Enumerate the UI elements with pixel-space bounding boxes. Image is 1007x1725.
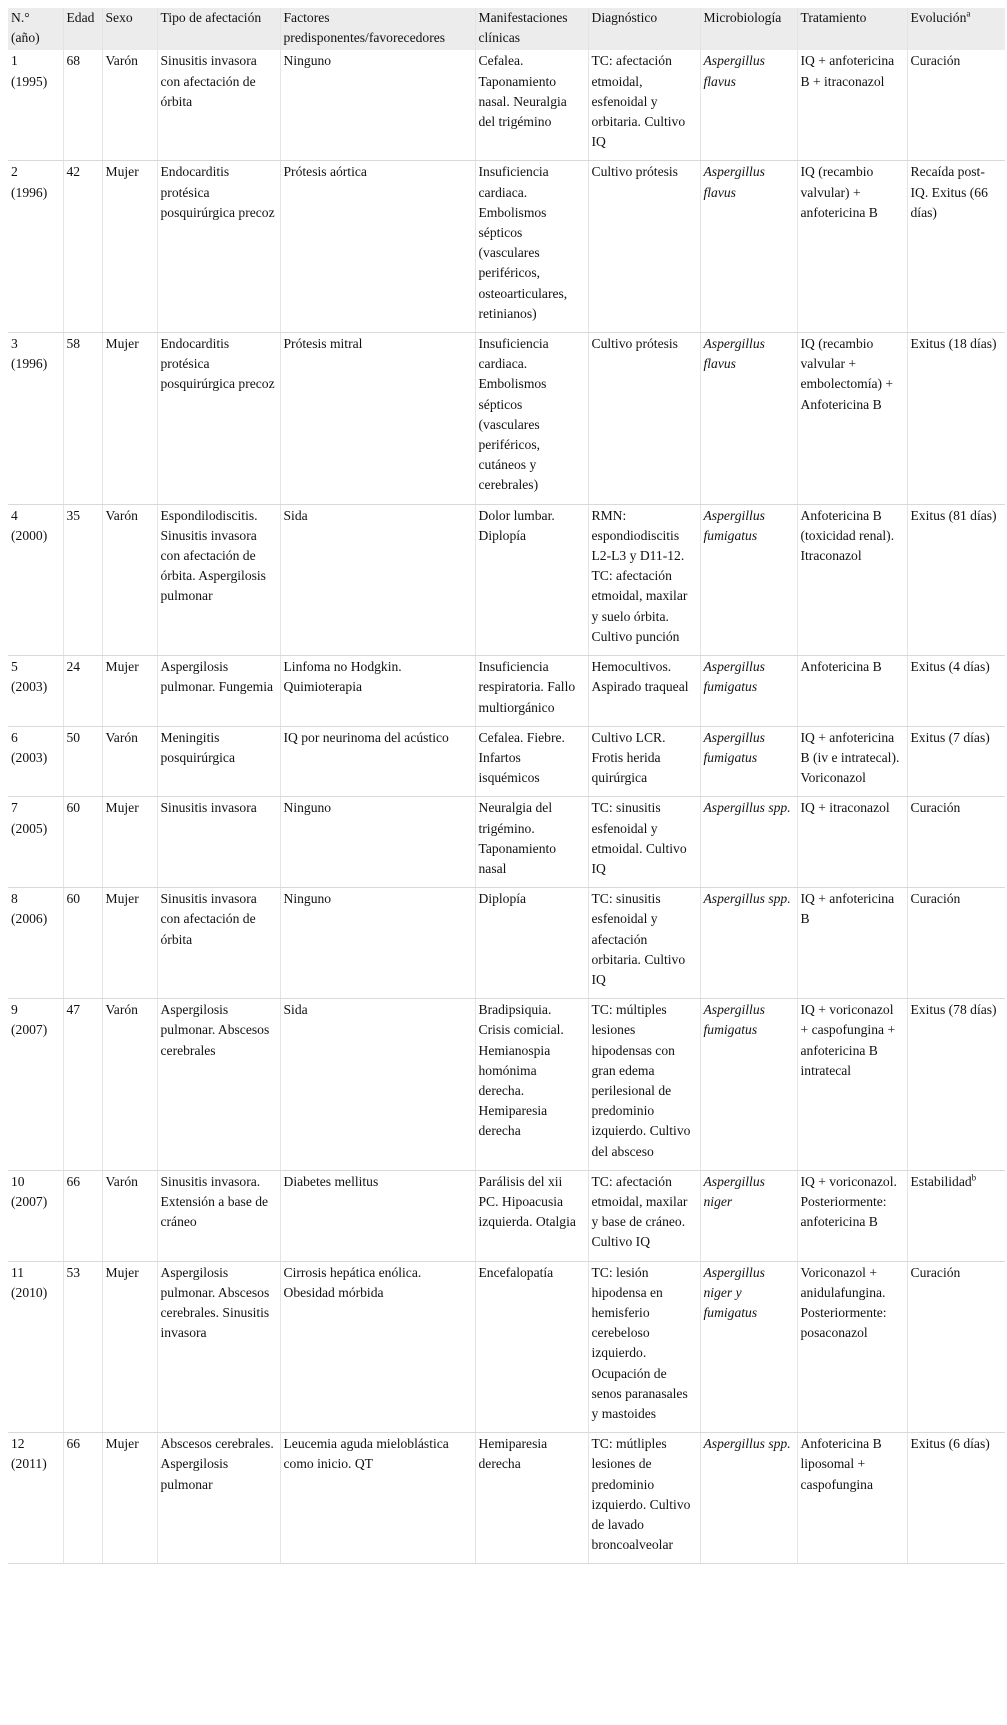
table-row [8, 1433, 1005, 1564]
cell-evolucion [907, 161, 1005, 333]
cell-evolucion-text: Exitus (78 días) [910, 1002, 997, 1018]
cell-sexo: Varón [102, 1170, 157, 1261]
cell-sexo: Varón [102, 999, 157, 1171]
cell-diagnostico: RMN: espondiodiscitis L2-L3 y D11-12. TC: afectación etmoidal, maxilar y suelo órbita. Cultivo punción [588, 504, 700, 655]
cell-evolucion [907, 504, 1005, 655]
cell-evolucion [907, 1261, 1005, 1433]
cell-num: 10 (2007) [8, 1170, 63, 1261]
cell-evolucion-text: Curación [910, 891, 961, 907]
cell-num: 7 (2005) [8, 797, 63, 888]
cell-num: 12 (2011) [8, 1433, 63, 1564]
cell-manifestaciones: Hemiparesia derecha [475, 1433, 588, 1564]
cell-evolucion-text: Exitus (18 días) [910, 336, 997, 352]
cell-factores: Leucemia aguda mieloblástica como inicio. QT [280, 1433, 475, 1564]
cell-manifestaciones: Neuralgia del trigémino. Taponamiento nasal [475, 797, 588, 888]
cell-edad: 60 [63, 797, 102, 888]
cell-microbiologia: Aspergillus fumigatus [700, 504, 797, 655]
cell-evolucion-text: Curación [910, 53, 961, 69]
cell-evolucion [907, 1170, 1005, 1261]
cell-tipo: Sinusitis invasora. Extensión a base de cráneo [157, 1170, 280, 1261]
cell-tratamiento: Anfotericina B (toxicidad renal). Itraconazol [797, 504, 907, 655]
cell-tipo: Sinusitis invasora [157, 797, 280, 888]
cell-sexo: Varón [102, 50, 157, 161]
cell-evolucion-text: Recaída post-IQ. Exitus (66 días) [910, 164, 988, 220]
cell-evolucion-text: Exitus (6 días) [910, 1436, 990, 1452]
header-diagnostico: Diagnóstico [588, 8, 700, 50]
header-tipo: Tipo de afectación [157, 8, 280, 50]
cell-microbiologia: Aspergillus spp. [700, 797, 797, 888]
cell-sexo: Mujer [102, 1261, 157, 1433]
cell-diagnostico: Hemocultivos. Aspirado traqueal [588, 656, 700, 727]
table-row [8, 888, 1005, 999]
cell-num: 3 (1996) [8, 333, 63, 505]
cell-diagnostico: TC: sinusitis esfenoidal y etmoidal. Cultivo IQ [588, 797, 700, 888]
cell-manifestaciones: Bradipsiquia. Crisis comicial. Hemianospia homónima derecha. Hemiparesia derecha [475, 999, 588, 1171]
cell-evolucion-footnote: b [971, 1172, 977, 1183]
cell-num: 1 (1995) [8, 50, 63, 161]
cell-sexo: Varón [102, 504, 157, 655]
cell-factores: Ninguno [280, 50, 475, 161]
cell-sexo: Mujer [102, 161, 157, 333]
table-row [8, 726, 1005, 797]
cell-microbiologia: Aspergillus fumigatus [700, 726, 797, 797]
cell-edad: 60 [63, 888, 102, 999]
cell-edad: 66 [63, 1170, 102, 1261]
header-num: N.° (año) [8, 8, 63, 50]
cell-tipo: Aspergilosis pulmonar. Fungemia [157, 656, 280, 727]
cell-factores: Ninguno [280, 888, 475, 999]
cell-diagnostico: Cultivo prótesis [588, 333, 700, 505]
cell-edad: 66 [63, 1433, 102, 1564]
table-row [8, 50, 1005, 161]
cell-num: 11 (2010) [8, 1261, 63, 1433]
table-row [8, 656, 1005, 727]
table-row [8, 797, 1005, 888]
cell-tratamiento: Voriconazol + anidulafungina. Posteriormente: posaconazol [797, 1261, 907, 1433]
cell-tipo: Abscesos cerebrales. Aspergilosis pulmonar [157, 1433, 280, 1564]
cell-tratamiento: IQ (recambio valvular + embolectomía) + Anfotericina B [797, 333, 907, 505]
cell-diagnostico: TC: sinusitis esfenoidal y afectación orbitaria. Cultivo IQ [588, 888, 700, 999]
header-manifestaciones: Manifestaciones clínicas [475, 8, 588, 50]
cell-manifestaciones: Dolor lumbar. Diplopía [475, 504, 588, 655]
cell-microbiologia: Aspergillus niger y fumigatus [700, 1261, 797, 1433]
cell-edad: 42 [63, 161, 102, 333]
cell-tipo: Meningitis posquirúrgica [157, 726, 280, 797]
cell-factores: Diabetes mellitus [280, 1170, 475, 1261]
cell-evolucion [907, 333, 1005, 505]
cell-sexo: Mujer [102, 333, 157, 505]
header-row [8, 8, 1005, 50]
cell-factores: Linfoma no Hodgkin. Quimioterapia [280, 656, 475, 727]
cell-manifestaciones: Diplopía [475, 888, 588, 999]
table-row [8, 1261, 1005, 1433]
cell-edad: 68 [63, 50, 102, 161]
cell-evolucion [907, 656, 1005, 727]
cell-microbiologia: Aspergillus spp. [700, 888, 797, 999]
cell-sexo: Mujer [102, 797, 157, 888]
cell-manifestaciones: Cefalea. Fiebre. Infartos isquémicos [475, 726, 588, 797]
cell-tratamiento: IQ + voriconazol + caspofungina + anfotericina B intratecal [797, 999, 907, 1171]
cell-edad: 47 [63, 999, 102, 1171]
cell-diagnostico: Cultivo LCR. Frotis herida quirúrgica [588, 726, 700, 797]
cell-sexo: Mujer [102, 656, 157, 727]
cell-tratamiento: Anfotericina B liposomal + caspofungina [797, 1433, 907, 1564]
cell-tipo: Sinusitis invasora con afectación de órbita [157, 50, 280, 161]
cell-microbiologia: Aspergillus fumigatus [700, 999, 797, 1171]
cell-num: 4 (2000) [8, 504, 63, 655]
cell-evolucion [907, 888, 1005, 999]
cell-microbiologia: Aspergillus flavus [700, 161, 797, 333]
cell-diagnostico: TC: múltiples lesiones hipodensas con gran edema perilesional de predominio izquierdo. Cultivo del absceso [588, 999, 700, 1171]
cell-edad: 35 [63, 504, 102, 655]
cell-manifestaciones: Parálisis del xii PC. Hipoacusia izquierda. Otalgia [475, 1170, 588, 1261]
cell-evolucion-text: Estabilidad [910, 1173, 972, 1189]
cell-microbiologia: Aspergillus spp. [700, 1433, 797, 1564]
table-row [8, 1170, 1005, 1261]
cell-microbiologia: Aspergillus fumigatus [700, 656, 797, 727]
table-row [8, 161, 1005, 333]
header-factores: Factores predisponentes/favorecedores [280, 8, 475, 50]
cell-factores: Sida [280, 999, 475, 1171]
cell-tratamiento: Anfotericina B [797, 656, 907, 727]
cell-sexo: Mujer [102, 888, 157, 999]
header-sexo: Sexo [102, 8, 157, 50]
cell-evolucion-text: Curación [910, 1264, 961, 1280]
table-row [8, 333, 1005, 505]
cell-manifestaciones: Cefalea. Taponamiento nasal. Neuralgia del trigémino [475, 50, 588, 161]
cell-diagnostico: TC: afectación etmoidal, esfenoidal y orbitaria. Cultivo IQ [588, 50, 700, 161]
cell-tratamiento: IQ + anfotericina B (iv e intratecal). Voriconazol [797, 726, 907, 797]
cell-factores: Cirrosis hepática enólica. Obesidad mórbida [280, 1261, 475, 1433]
cell-num: 9 (2007) [8, 999, 63, 1171]
cell-num: 2 (1996) [8, 161, 63, 333]
cell-tipo: Aspergilosis pulmonar. Abscesos cerebrales. Sinusitis invasora [157, 1261, 280, 1433]
cell-num: 8 (2006) [8, 888, 63, 999]
cell-diagnostico: Cultivo prótesis [588, 161, 700, 333]
cell-edad: 24 [63, 656, 102, 727]
header-evolucion-label: Evolución [910, 10, 967, 25]
cell-microbiologia: Aspergillus flavus [700, 333, 797, 505]
cell-tipo: Aspergilosis pulmonar. Abscesos cerebrales [157, 999, 280, 1171]
header-tratamiento: Tratamiento [797, 8, 907, 50]
cell-evolucion [907, 726, 1005, 797]
cell-evolucion [907, 999, 1005, 1171]
cell-num: 6 (2003) [8, 726, 63, 797]
cell-edad: 53 [63, 1261, 102, 1433]
cell-evolucion-text: Exitus (4 días) [910, 659, 990, 675]
cell-factores: Prótesis mitral [280, 333, 475, 505]
cell-tipo: Endocarditis protésica posquirúrgica precoz [157, 161, 280, 333]
cell-num: 5 (2003) [8, 656, 63, 727]
header-evolucion [907, 8, 1005, 50]
cell-tratamiento: IQ + itraconazol [797, 797, 907, 888]
cell-evolucion-text: Curación [910, 800, 961, 816]
cell-tipo: Espondilodiscitis. Sinusitis invasora con afectación de órbita. Aspergilosis pulmonar [157, 504, 280, 655]
cell-factores: Sida [280, 504, 475, 655]
cell-tipo: Sinusitis invasora con afectación de órbita [157, 888, 280, 999]
cell-manifestaciones: Encefalopatía [475, 1261, 588, 1433]
cell-tipo: Endocarditis protésica posquirúrgica precoz [157, 333, 280, 505]
cell-factores: Prótesis aórtica [280, 161, 475, 333]
case-series-table [8, 8, 1005, 1564]
cell-edad: 58 [63, 333, 102, 505]
header-microbiologia: Microbiología [700, 8, 797, 50]
cell-evolucion [907, 797, 1005, 888]
header-evolucion-footnote: a [966, 8, 971, 19]
cell-sexo: Varón [102, 726, 157, 797]
cell-diagnostico: TC: afectación etmoidal, maxilar y base de cráneo. Cultivo IQ [588, 1170, 700, 1261]
cell-tratamiento: IQ + anfotericina B + itraconazol [797, 50, 907, 161]
cell-microbiologia: Aspergillus flavus [700, 50, 797, 161]
table-row [8, 504, 1005, 655]
cell-tratamiento: IQ + voriconazol. Posteriormente: anfotericina B [797, 1170, 907, 1261]
cell-microbiologia: Aspergillus niger [700, 1170, 797, 1261]
cell-manifestaciones: Insuficiencia cardiaca. Embolismos sépticos (vasculares periféricos, osteoarticulares, retinianos) [475, 161, 588, 333]
cell-evolucion-text: Exitus (81 días) [910, 507, 997, 523]
cell-evolucion-text: Exitus (7 días) [910, 729, 990, 745]
cell-factores: IQ por neurinoma del acústico [280, 726, 475, 797]
cell-factores: Ninguno [280, 797, 475, 888]
cell-sexo: Mujer [102, 1433, 157, 1564]
cell-edad: 50 [63, 726, 102, 797]
cell-manifestaciones: Insuficiencia cardiaca. Embolismos sépticos (vasculares periféricos, cutáneos y cerebrales) [475, 333, 588, 505]
cell-manifestaciones: Insuficiencia respiratoria. Fallo multiorgánico [475, 656, 588, 727]
table-row [8, 999, 1005, 1171]
cell-diagnostico: TC: mútliples lesiones de predominio izquierdo. Cultivo de lavado broncoalveolar [588, 1433, 700, 1564]
cell-evolucion [907, 1433, 1005, 1564]
cell-tratamiento: IQ (recambio valvular) + anfotericina B [797, 161, 907, 333]
cell-evolucion [907, 50, 1005, 161]
cell-tratamiento: IQ + anfotericina B [797, 888, 907, 999]
cell-diagnostico: TC: lesión hipodensa en hemisferio cerebeloso izquierdo. Ocupación de senos paranasales y mastoides [588, 1261, 700, 1433]
header-edad: Edad [63, 8, 102, 50]
